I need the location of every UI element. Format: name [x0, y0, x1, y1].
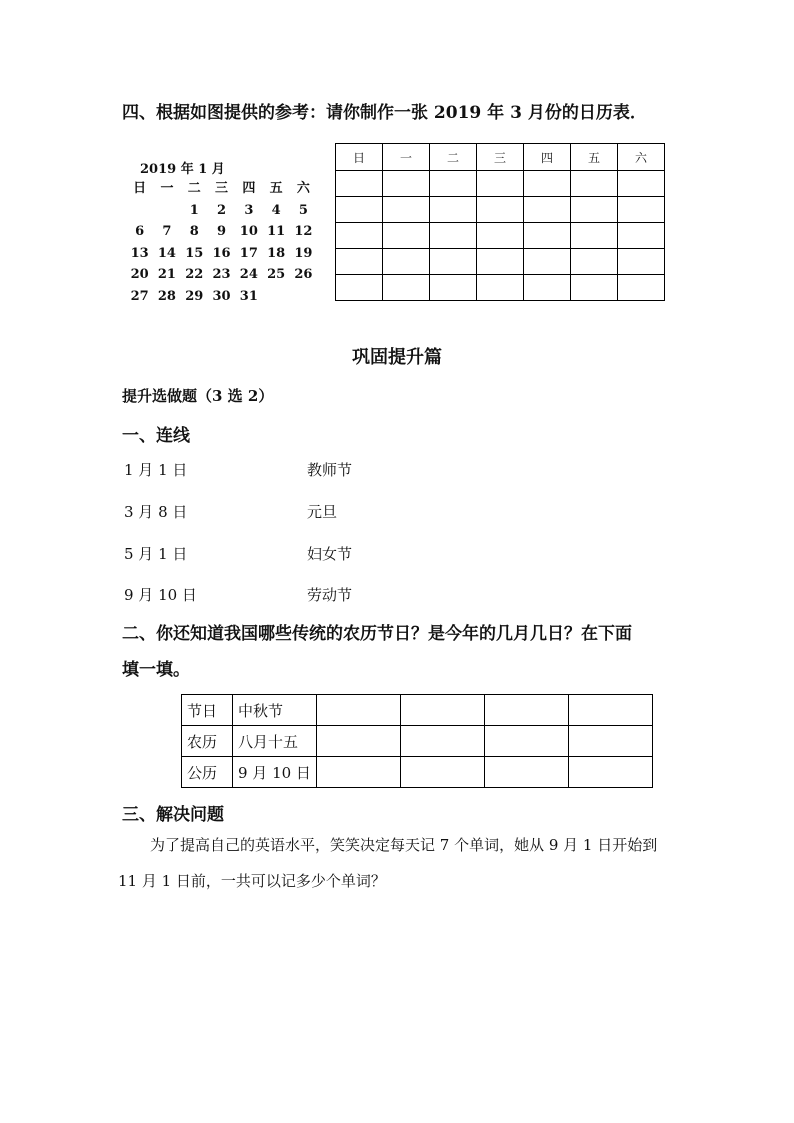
festival-table: [181, 694, 653, 788]
blank-calendar-cell: [477, 197, 524, 223]
match-festival: 教师节: [307, 461, 353, 479]
weekday-label: 四: [242, 181, 256, 196]
blank-calendar-cell: [524, 275, 571, 301]
table-cell: [485, 695, 569, 726]
blank-calendar-cell: [477, 171, 524, 197]
calendar-day: 11: [267, 224, 286, 240]
calendar-day: 10: [239, 224, 258, 240]
blank-calendar-cell: [383, 171, 430, 197]
weekday-header-cell: 六: [618, 144, 665, 171]
calendar-day: 27: [130, 288, 149, 304]
calendar-day: [290, 287, 317, 308]
calendar-day: 23: [212, 267, 231, 283]
blank-calendar-cell: [524, 249, 571, 275]
calendar-day: 21: [157, 267, 176, 283]
calendar-day: [126, 201, 153, 222]
table-cell: 9 月 10 日: [233, 757, 317, 788]
blank-calendar-cell: [383, 275, 430, 301]
calendar-day: 25: [267, 267, 286, 283]
calendar-day: 16: [212, 245, 231, 261]
match-date: 3 月 8 日: [124, 503, 188, 521]
calendar-day: 31: [239, 288, 258, 304]
q2-question-line1: 二、你还知道我国哪些传统的农历节日？是今年的几月几日？在下面: [122, 624, 632, 644]
calendar-day: 3: [244, 202, 254, 218]
match-festival: 劳动节: [307, 586, 353, 604]
calendar-day: 1: [189, 202, 199, 218]
table-row: [182, 757, 653, 788]
blank-calendar-cell: [524, 223, 571, 249]
reference-calendar: [126, 158, 326, 308]
calendar-day: 18: [267, 245, 286, 261]
calendar-day: 17: [239, 245, 258, 261]
calendar-day: 8: [189, 224, 199, 240]
calendar-day: [262, 287, 289, 308]
blank-calendar-cell: [524, 197, 571, 223]
blank-calendar-cell: [383, 223, 430, 249]
table-cell: [317, 726, 401, 757]
weekday-label: 三: [215, 181, 229, 196]
weekday-label: 日: [133, 181, 147, 196]
table-cell: [485, 757, 569, 788]
calendar-day: 6: [135, 224, 145, 240]
calendar-day: 26: [294, 267, 313, 283]
weekday-header-cell: 三: [477, 144, 524, 171]
table-cell: 农历: [182, 726, 233, 757]
match-festival: 元旦: [307, 503, 338, 521]
table-cell: 中秋节: [233, 695, 317, 726]
match-festival: 妇女节: [307, 545, 353, 563]
weekday-header-cell: 一: [383, 144, 430, 171]
blank-calendar-cell: [571, 223, 618, 249]
q4-title: 四、根据如图提供的参考：请你制作一张 2019 年 3 月份的日历表．: [122, 103, 647, 123]
blank-calendar-header-row: [336, 144, 665, 171]
blank-calendar-table: [335, 143, 665, 301]
calendar-day: 22: [185, 267, 204, 283]
blank-calendar-cell: [336, 197, 383, 223]
blank-calendar-cell: [430, 223, 477, 249]
calendar-day: 19: [294, 245, 313, 261]
table-cell: [317, 695, 401, 726]
table-row: [182, 726, 653, 757]
elective-title: 提升选做题（3 选 2）: [122, 387, 274, 405]
blank-calendar-cell: [336, 171, 383, 197]
blank-calendar-cell: [477, 275, 524, 301]
calendar-day: 29: [185, 288, 204, 304]
weekday-label: 二: [187, 181, 201, 196]
q1-title: 一、连线: [122, 426, 190, 446]
table-cell: [569, 695, 653, 726]
reference-calendar-grid: [126, 179, 326, 308]
calendar-day: 28: [157, 288, 176, 304]
blank-calendar-cell: [618, 171, 665, 197]
section-title: 巩固提升篇: [352, 347, 442, 368]
blank-calendar-row: [336, 275, 665, 301]
blank-calendar-cell: [430, 275, 477, 301]
calendar-day: 20: [130, 267, 149, 283]
weekday-header-cell: 二: [430, 144, 477, 171]
match-date: 5 月 1 日: [124, 545, 188, 563]
table-cell: [569, 757, 653, 788]
blank-calendar-cell: [571, 249, 618, 275]
weekday-header-cell: 四: [524, 144, 571, 171]
blank-calendar-cell: [571, 171, 618, 197]
calendar-day: 14: [157, 245, 176, 261]
calendar-day: [153, 201, 180, 222]
blank-calendar-cell: [430, 249, 477, 275]
table-cell: [485, 726, 569, 757]
table-cell: [401, 695, 485, 726]
table-cell: [401, 757, 485, 788]
weekday-header-cell: 日: [336, 144, 383, 171]
calendar-day: 15: [185, 245, 204, 261]
blank-calendar-cell: [383, 249, 430, 275]
table-cell: [317, 757, 401, 788]
calendar-day: 4: [271, 202, 281, 218]
table-cell: [569, 726, 653, 757]
table-cell: 八月十五: [233, 726, 317, 757]
calendar-day: 13: [130, 245, 149, 261]
blank-calendar-cell: [336, 275, 383, 301]
table-cell: 节日: [182, 695, 233, 726]
blank-calendar-cell: [571, 275, 618, 301]
match-date: 9 月 10 日: [124, 586, 197, 604]
weekday-header-cell: 五: [571, 144, 618, 171]
blank-calendar-cell: [618, 197, 665, 223]
table-cell: 公历: [182, 757, 233, 788]
blank-calendar-cell: [618, 275, 665, 301]
calendar-day: 2: [217, 202, 227, 218]
weekday-label: 一: [160, 181, 174, 196]
match-date: 1 月 1 日: [124, 461, 188, 479]
blank-calendar-cell: [383, 197, 430, 223]
table-cell: [401, 726, 485, 757]
weekday-label: 五: [269, 181, 283, 196]
blank-calendar-cell: [524, 171, 571, 197]
q3-problem-line2: 11 月 1 日前，一共可以记多少个单词？: [118, 872, 386, 890]
blank-calendar-cell: [336, 249, 383, 275]
blank-calendar-cell: [618, 249, 665, 275]
calendar-day: 9: [217, 224, 227, 240]
q2-question-line2: 填一填。: [122, 660, 190, 680]
blank-calendar-cell: [571, 197, 618, 223]
weekday-label: 六: [296, 181, 310, 196]
reference-calendar-title: 2019 年 1 月: [140, 162, 225, 177]
blank-calendar-cell: [336, 223, 383, 249]
table-row: [182, 695, 653, 726]
blank-calendar-cell: [477, 223, 524, 249]
blank-calendar-cell: [430, 171, 477, 197]
calendar-day: 5: [298, 202, 308, 218]
blank-calendar-cell: [477, 249, 524, 275]
blank-calendar-row: [336, 197, 665, 223]
calendar-day: 24: [239, 267, 258, 283]
calendar-day: 7: [162, 224, 172, 240]
blank-calendar-cell: [430, 197, 477, 223]
calendar-day: 30: [212, 288, 231, 304]
blank-calendar-row: [336, 171, 665, 197]
q3-problem-line1: 为了提高自己的英语水平，笑笑决定每天记 7 个单词，她从 9 月 1 日开始到: [150, 836, 658, 854]
calendar-day: 12: [294, 224, 313, 240]
blank-calendar-cell: [618, 223, 665, 249]
blank-calendar-row: [336, 249, 665, 275]
q3-title: 三、解决问题: [122, 805, 224, 825]
blank-calendar-row: [336, 223, 665, 249]
